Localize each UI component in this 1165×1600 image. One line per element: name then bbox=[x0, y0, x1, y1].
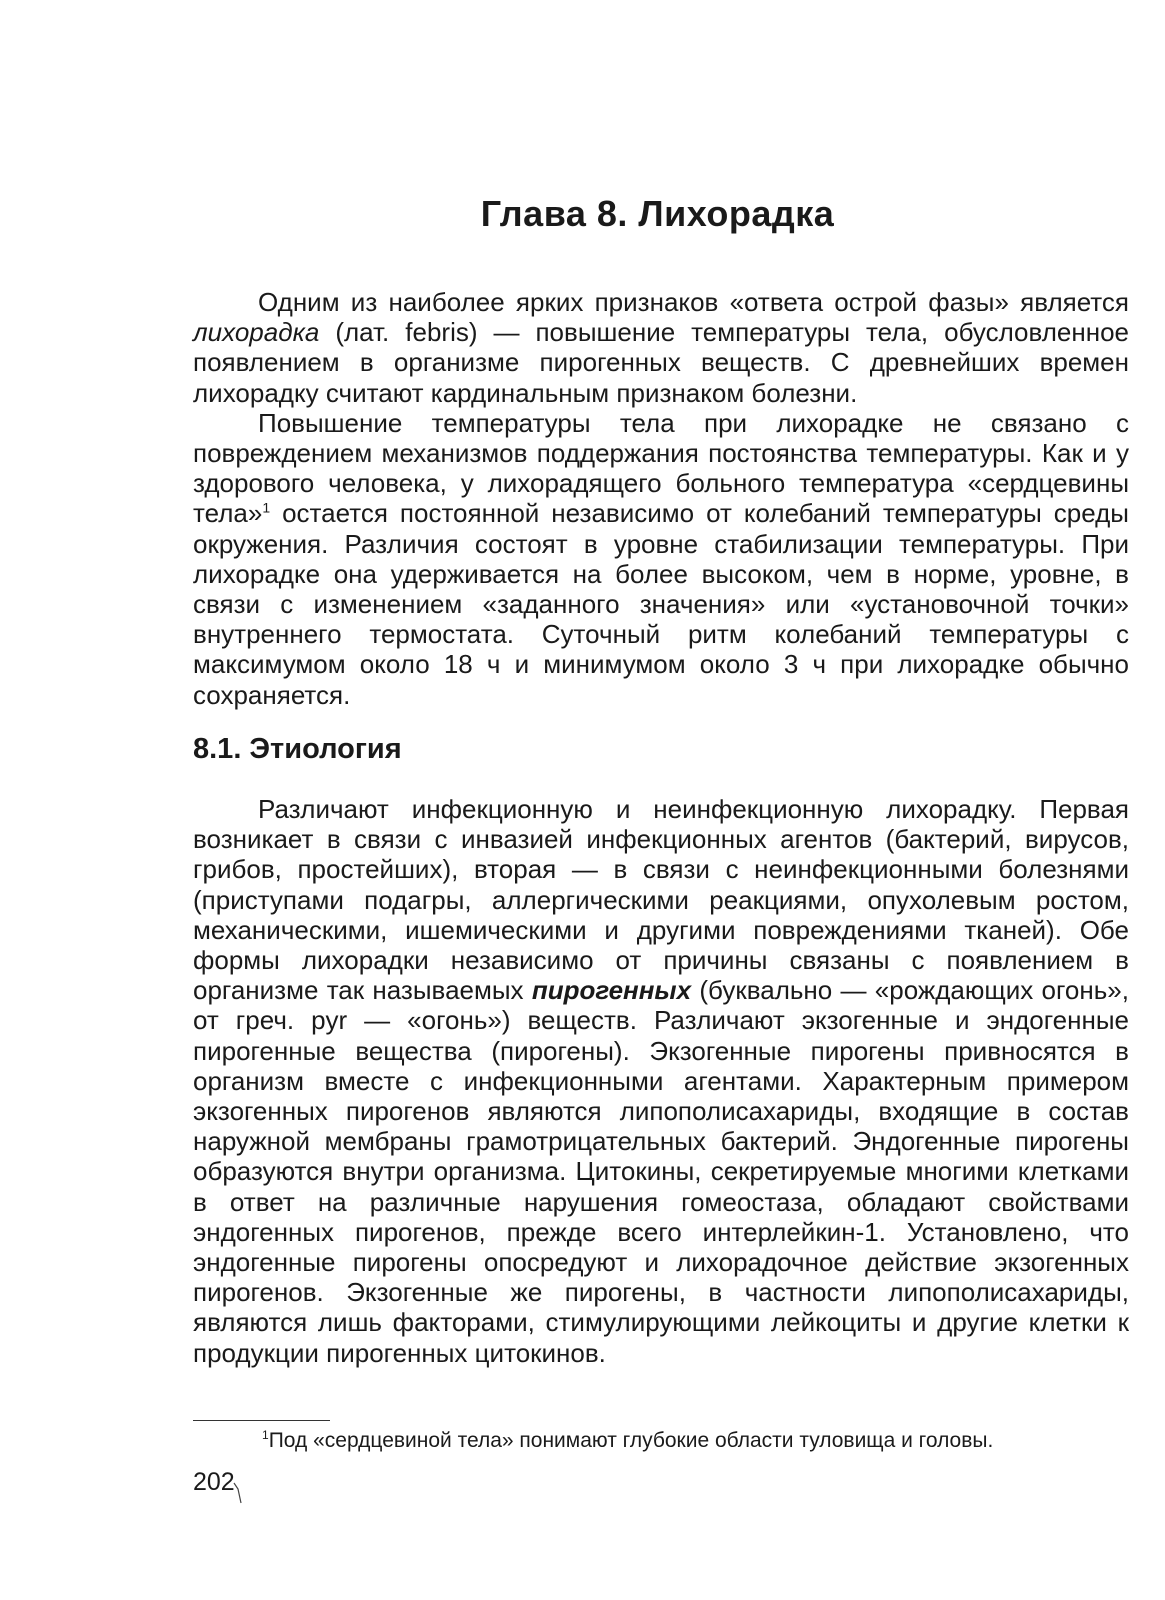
intro-p2-text-a: Повышение температуры тела при лихорадке не связано с повреждением механизмов поддержания постоянства температуры. Как и у здорового человека, у лихорадящего больного температура «сердцевины тела» bbox=[193, 407, 1129, 529]
footnote-divider bbox=[193, 1420, 330, 1421]
footnote bbox=[262, 1427, 1142, 1455]
pen-mark-icon bbox=[232, 1481, 250, 1505]
intro-text bbox=[193, 287, 1129, 710]
footnote-text: Под «сердцевиной тела» понимают глубокие области туловища и головы. bbox=[268, 1429, 994, 1452]
chapter-title: Глава 8. Лихорадка bbox=[480, 193, 835, 234]
etiology-text-b: (буквально — «рождающих огонь», от греч. pyr — «огонь») веществ. Различают экзогенные и эндогенные пирогенные вещества (пирогены). Экзогенные пирогены привносятся в организм вместе с инфекционными агентами. Характерным примером экзогенных пирогенов являются липополисахариды, входящие в состав наружной мембраны грамотрицательных бактерий. Эндогенные пирогены образуются внутри организма. Цитокины, секретируемые многими клетками в ответ на различные нарушения гомеостаза, обладают свойствами эндогенных пирогенов, прежде всего интерлейкин-1. Установлено, что эндогенные пирогены опосредуют и лихорадочное действие экзогенных пирогенов. Экзогенные же пирогены, в частности липополисахариды, являются лишь факторами, стимулирующими лейкоциты и другие клетки к продукции пирогенных цитокинов. bbox=[193, 975, 1129, 1368]
etiology-paragraph bbox=[193, 794, 1129, 1368]
intro-paragraph-1 bbox=[193, 287, 1129, 408]
footnote-reference[interactable]: 1 bbox=[262, 499, 271, 516]
term-fever: лихорадка bbox=[193, 317, 320, 348]
etiology-text bbox=[193, 794, 1129, 1368]
intro-p2-text-b: остается постоянной независимо от колебаний температуры среды окружения. Различия состоят в уровне стабилизации температуры. При лихорадке она удерживается на более высоком, чем в норме, уровне, в связи с изменением «заданного значения» или «установочной точки» внутреннего термостата. Суточный ритм колебаний температуры с максимумом около 18 ч и минимумом около 3 ч при лихорадке обычно сохраняется. bbox=[193, 498, 1129, 710]
intro-p1-text-a: Одним из наиболее ярких признаков «ответа острой фазы» является bbox=[258, 287, 1129, 317]
etiology-text-a: Различают инфекционную и неинфекционную лихорадку. Первая возникает в связи с инвазией инфекционных агентов (бактерий, вирусов, грибов, простейших), вторая — в связи с неинфекционными болезнями (приступами подагры, аллергическими реакциями, опухолевым ростом, механическими, ишемическими и другими повреждениями тканей). Обе формы лихорадки независимо от причины связаны с появлением в организме так называемых bbox=[193, 794, 1129, 1006]
section-title: 8.1. Этиология bbox=[193, 733, 402, 765]
term-pyrogenic: пирогенных bbox=[531, 975, 692, 1006]
page-number: 202 bbox=[193, 1468, 235, 1496]
footnote-mark: 1 bbox=[262, 1428, 269, 1442]
intro-p1-text-b: (лат. febris) — повышение температуры тела, обусловленное появлением в организме пирогенных веществ. С древнейших времен лихорадку считают кардинальным признаком болезни. bbox=[193, 317, 1129, 408]
intro-paragraph-2 bbox=[193, 408, 1129, 710]
